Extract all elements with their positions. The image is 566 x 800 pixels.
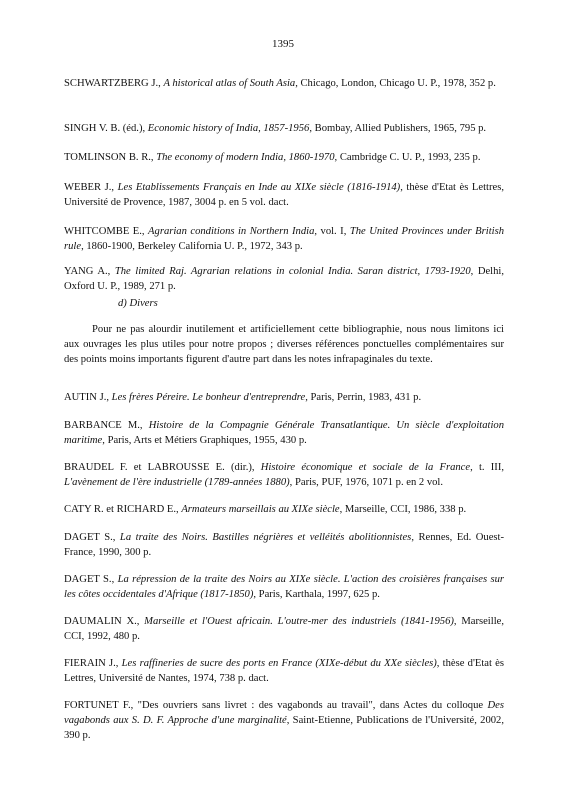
entry-title: La traite des Noirs. Bastilles négrières et velléités abolitionnistes (119, 532, 412, 543)
bibliography-entry-schwartzberg (64, 76, 504, 91)
bibliography-entry-tomlinson (64, 150, 504, 165)
entry-text: , thèse d'Etat ès Lettres, Université de Provence, 1987, 3004 p. en 5 vol. dact. (64, 182, 504, 209)
section-title: d) Divers (118, 298, 158, 309)
entry-title: Les raffineries de sucre des ports en France (XIXe-début du XXe siècles) (121, 658, 437, 669)
entry-text: , vol. I, (314, 226, 350, 237)
entry-text: , Saint-Etienne, Publications de l'Université, 2002, 390 p. (64, 715, 504, 742)
bibliography-entry-fortunet (64, 698, 504, 744)
entry-text: FORTUNET F., "Des ouvriers sans livret : des vagabonds au travail", dans Actes du colloque (64, 700, 488, 711)
entry-text: WHITCOMBE E., (64, 226, 149, 237)
entry-text: FIERAIN J., (64, 658, 122, 669)
entry-text: , Paris, Karthala, 1997, 625 p. (253, 589, 380, 601)
entry-text: BRAUDEL F. et LABROUSSE E. (dir.), (64, 462, 261, 473)
entry-text: BARBANCE M., (64, 420, 149, 431)
entry-title: L'avènement de l'ère industrielle (1789-années 1880) (64, 477, 290, 489)
entry-text: CATY R. et RICHARD E., (64, 504, 182, 515)
entry-text: , Delhi, Oxford U. P., 1989, 271 p. (64, 266, 505, 293)
bibliography-entry-yang (64, 264, 504, 294)
entry-title: Economic history of India, 1857-1956 (147, 123, 310, 134)
entry-title: Agrarian conditions in Northern India (148, 226, 315, 237)
entry-text: , Paris, PUF, 1976, 1071 p. en 2 vol. (289, 477, 444, 489)
entry-text: DAGET S., (64, 532, 120, 543)
bibliography-entry-whitcombe (64, 224, 504, 254)
entry-text: , Paris, Arts et Métiers Graphiques, 1955, 430 p. (102, 435, 307, 447)
page-number: 1395 (272, 38, 294, 50)
entry-text: , t. III, (470, 462, 505, 473)
entry-title: La répression de la traite des Noirs au XIXe siècle. L'action des croisières françaises sur les côtes occidentales d'Afrique (1817-1850) (64, 574, 504, 601)
bibliography-entry-weber (64, 180, 504, 210)
entry-text: , Marseille, CCI, 1986, 338 p. (339, 504, 467, 515)
bibliography-entry-barbance (64, 418, 504, 448)
entry-title: Les frères Péreire. Le bonheur d'entreprendre (111, 392, 306, 403)
entry-title: The limited Raj. Agrarian relations in colonial India. Saran district, 1793-1920 (114, 266, 471, 277)
entry-title: Marseille et l'Ouest africain. L'outre-mer des industriels (1841-1956) (144, 616, 454, 627)
bibliography-entry-braudel (64, 460, 504, 490)
entry-text: DAGET S., (64, 574, 118, 585)
bibliography-entry-fierain (64, 656, 504, 686)
entry-title: The economy of modern India, 1860-1970 (156, 152, 335, 163)
bibliography-entry-daumalin (64, 614, 504, 644)
entry-title: Histoire économique et sociale de la France (260, 462, 471, 473)
bibliography-entry-caty (64, 502, 504, 517)
section-intro-paragraph: Pour ne pas alourdir inutilement et artificiellement cette bibliographie, nous nous limitons ici aux ouvrages les plus utiles pour notre propos ; diverses références ponctuelles complémentaires sur des points moins importants figurent d'autre part dans les notes infrapaginales du texte. (64, 324, 504, 366)
entry-text: DAUMALIN X., (64, 616, 145, 627)
bibliography-entry-singh (64, 121, 504, 136)
entry-text: TOMLINSON B. R., (64, 152, 157, 163)
entry-text: YANG A., (64, 266, 115, 277)
entry-text: , Paris, Perrin, 1983, 431 p. (305, 392, 422, 403)
entry-text: , Rennes, Ed. Ouest-France, 1990, 300 p. (64, 532, 504, 559)
entry-title: Les Etablissements Français en Inde au XIXe siècle (1816-1914) (117, 182, 401, 193)
entry-text: , Cambridge C. U. P., 1993, 235 p. (334, 152, 481, 163)
entry-text: , Bombay, Allied Publishers, 1965, 795 p. (309, 123, 487, 134)
entry-title: The United Provinces under British rule (64, 226, 504, 253)
entry-text: , 1860-1900, Berkeley California U. P., 1972, 343 p. (81, 241, 303, 253)
entry-text: AUTIN J., (64, 392, 112, 403)
bibliography-entry-daget-1 (64, 530, 504, 560)
entry-title: Armateurs marseillais au XIXe siècle (181, 504, 340, 515)
entry-text: SINGH V. B. (éd.), (64, 123, 148, 134)
entry-text: WEBER J., (64, 182, 118, 193)
entry-title: Histoire de la Compagnie Générale Transatlantique. Un siècle d'exploitation maritime (64, 420, 504, 447)
entry-text: , Marseille, CCI, 1992, 480 p. (64, 616, 504, 643)
bibliography-entry-daget-2 (64, 572, 504, 602)
entry-text: SCHWARTZBERG J., (64, 78, 164, 89)
entry-title: A historical atlas of South Asia (163, 78, 296, 89)
bibliography-entry-autin (64, 390, 504, 405)
entry-text: , thèse d'Etat ès Lettres, Université de Nantes, 1974, 738 p. dact. (64, 658, 504, 685)
entry-text: , Chicago, London, Chicago U. P., 1978, 352 p. (295, 78, 496, 89)
entry-title: Des vagabonds aux S. D. F. Approche d'une marginalité (64, 700, 504, 727)
